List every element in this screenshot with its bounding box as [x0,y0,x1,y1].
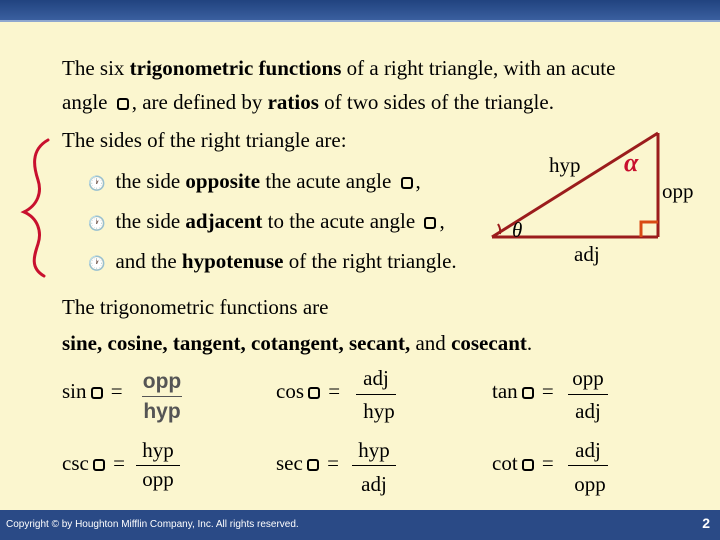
tan-numerator: opp [572,366,604,390]
intro-text: The six [62,56,130,80]
copyright-text: Copyright © by Houghton Mifflin Company, Inc. All rights reserved. [6,519,299,530]
equals-sign: = [113,451,125,475]
formula-csc [62,453,125,474]
bullet-text: the side [115,169,186,193]
formula-sec [276,453,339,474]
functions-list [62,333,532,354]
page-number: 2 [702,515,710,531]
sin-fraction-bar [142,396,182,397]
bullet-term: opposite [185,169,261,193]
sin-numerator: opp [142,370,182,393]
intro-text: , are defined by [131,90,268,114]
cot-fraction-bar [568,465,608,466]
equals-sign: = [328,379,341,403]
theta-label: θ [512,218,523,242]
cos-numerator: adj [363,366,389,390]
footer-bar [0,510,720,540]
equals-sign: = [327,451,339,475]
bullet-text: the acute angle [260,169,397,193]
function-name: sin [62,379,87,403]
function-name: sec [276,451,303,475]
equals-sign: = [541,451,554,475]
cos-denominator: hyp [363,399,395,423]
opp-label: opp [662,179,694,203]
sides-heading: The sides of the right triangle are: [62,128,347,152]
angle-symbol-icon [522,459,534,471]
bullet-text: , [439,209,445,233]
bullet-text: and the [115,249,182,273]
clock-bullet-icon: 🕐 [88,176,106,192]
bullet-text: of the right triangle. [283,249,457,273]
tan-fraction-bar [568,394,608,395]
clock-bullet-icon: 🕐 [88,256,106,272]
tan-denominator: adj [575,399,601,423]
angle-symbol-icon [308,387,320,399]
formula-cos [276,381,340,402]
sec-fraction-bar [352,465,396,466]
right-angle-marker-icon [641,222,658,237]
angle-symbol-icon [522,387,534,399]
formula-tan [492,381,554,402]
intro-text: angle [62,90,113,114]
intro-term: ratios [267,90,319,114]
bullet-term: adjacent [185,209,263,233]
alpha-label: α [624,148,639,177]
angle-symbol-icon [91,387,103,399]
bullet-term: hypotenuse [181,249,284,273]
functions-names: cosecant [451,331,527,355]
intro-text: of two sides of the triangle. [318,90,554,114]
adj-label: adj [574,242,600,266]
function-name: cos [276,379,304,403]
function-name: tan [492,379,518,403]
angle-symbol-icon [93,459,105,471]
csc-numerator: hyp [142,438,174,462]
hyp-label: hyp [549,153,581,177]
bullet-text: the side [115,209,186,233]
cos-fraction-bar [356,394,396,395]
sec-numerator: hyp [358,438,390,462]
formula-sin [62,381,123,402]
intro-text: of a right triangle, with an acute [341,56,616,80]
csc-denominator: opp [142,467,174,491]
functions-intro: The trigonometric functions are [62,295,329,319]
angle-symbol-icon [307,459,319,471]
cot-numerator: adj [575,438,601,462]
formula-cot [492,453,554,474]
intro-term: trigonometric functions [129,56,342,80]
sec-denominator: adj [361,472,387,496]
clock-bullet-icon: 🕐 [88,216,106,232]
csc-fraction-bar [136,465,180,466]
function-name: csc [62,451,89,475]
equals-sign: = [541,379,554,403]
sin-denominator: hyp [143,400,181,423]
functions-names: sine, cosine, tangent, cotangent, secant, [62,331,411,355]
bullet-text: , [415,169,421,193]
bullet-text: to the acute angle [262,209,421,233]
function-name: cot [492,451,518,475]
functions-text: and [410,331,452,355]
functions-text: . [526,331,533,355]
equals-sign: = [110,379,123,403]
cot-denominator: opp [574,472,606,496]
